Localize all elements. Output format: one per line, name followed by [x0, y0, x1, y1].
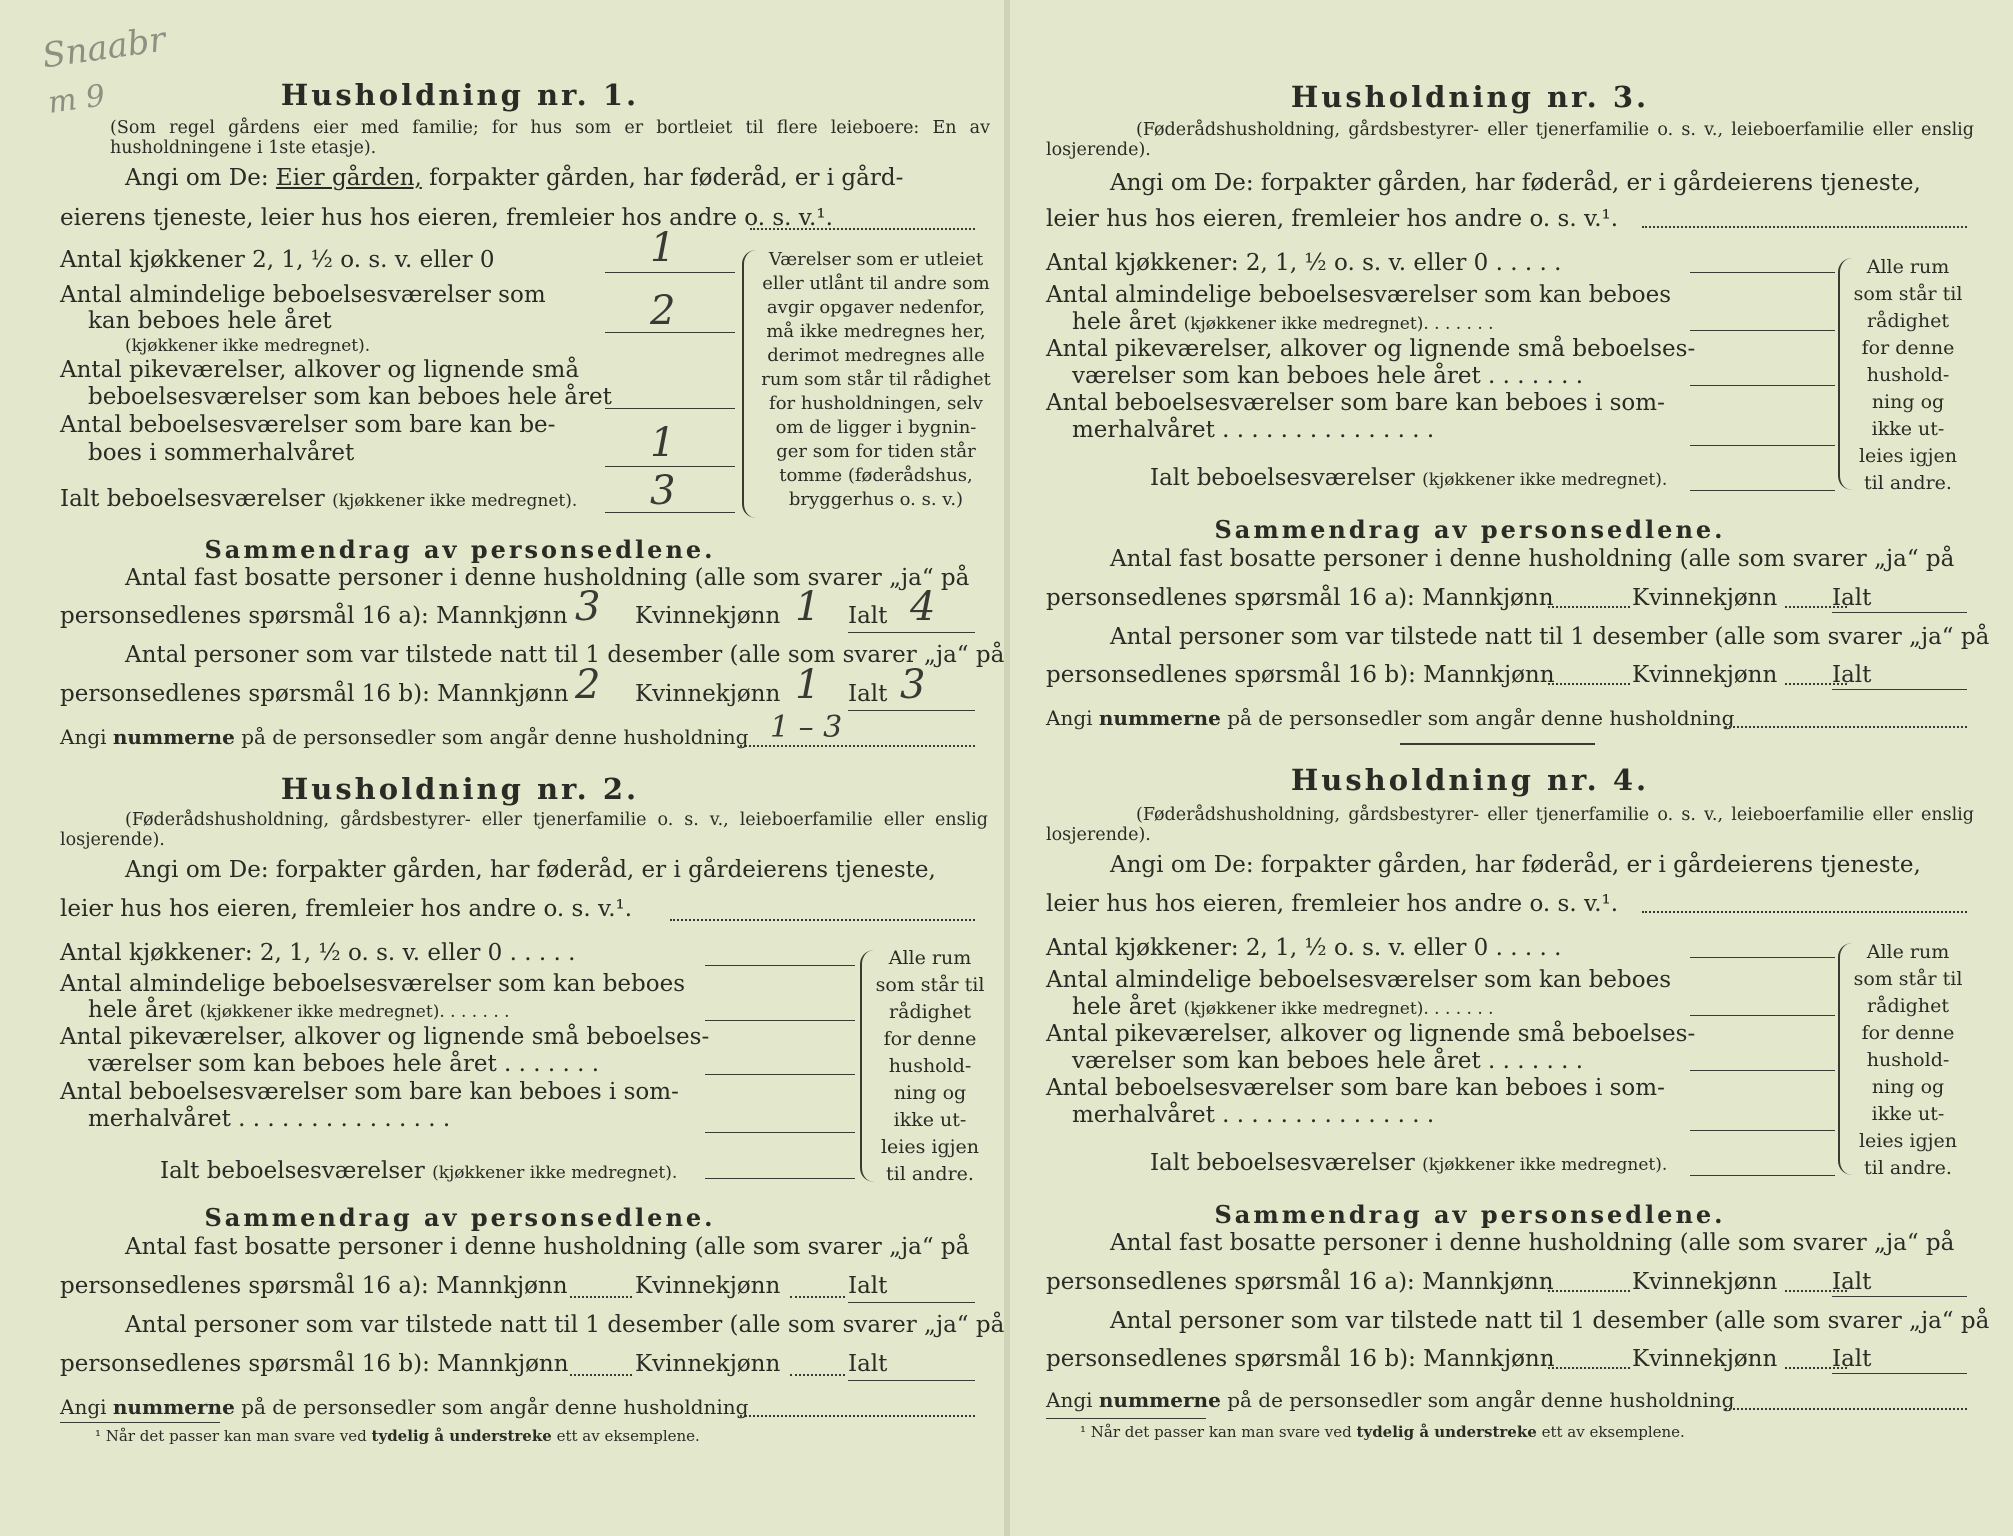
- h2-alm-label-2: [88, 997, 510, 1023]
- household-1-angi-line1: [125, 165, 903, 191]
- h4-angi-line: [1642, 911, 1967, 913]
- aside-line: hushold-: [1866, 1049, 1950, 1071]
- alm-2n: (kjøkkener ikke medregnet). . . . . . .: [1183, 314, 1494, 334]
- section-separator: [1400, 743, 1595, 745]
- h3-fast-line2: personsedlenes spørsmål 16 a): Mannkjønn: [1046, 585, 1554, 611]
- fast-label: personsedlenes spørsmål 16 a): Mannkjønn: [60, 603, 568, 629]
- angi-rest: forpakter gården, har føderåd, er i gård-: [429, 165, 904, 191]
- h1-nummerne-value: 1 – 3: [770, 710, 843, 745]
- h1-pike-label-1: Antal pikeværelser, alkover og lignende små: [60, 357, 580, 383]
- h4-pike-label-2: værelser som kan beboes hele året . . . . . . .: [1072, 1048, 1584, 1074]
- aside-line: for husholdningen, selv: [769, 393, 983, 414]
- h1-tilst-ialt-label: Ialt: [848, 681, 888, 707]
- h3-summary-title: Sammendrag av personsedlene.: [1214, 515, 1726, 544]
- h4-nummerne-row: [1046, 1388, 1734, 1412]
- pencil-note-2: m 9: [45, 78, 108, 121]
- h1-num-line: [740, 745, 975, 747]
- ialt-note: (kjøkkener ikke medregnet).: [1422, 1155, 1668, 1175]
- h3-tilst-line1: Antal personer som var tilstede natt til 1 desember (alle som svarer „ja“ på: [1110, 624, 1990, 650]
- h1-fast-ialt-value: 4: [910, 584, 936, 630]
- h3-kjokkener-label: Antal kjøkkener: 2, 1, ½ o. s. v. eller 0 . . . . .: [1046, 250, 1562, 276]
- h4-fast-line1: Antal fast bosatte personer i denne husholdning (alle som svarer „ja“ på: [1110, 1230, 1955, 1256]
- num-c: på de personsedler som angår denne husholdning: [1227, 1388, 1735, 1412]
- ialt: Ialt beboelsesværelser: [1150, 465, 1415, 491]
- h4-kjokkener-label: Antal kjøkkener: 2, 1, ½ o. s. v. eller 0 . . . . .: [1046, 935, 1562, 961]
- num-a: Angi: [60, 1395, 107, 1419]
- h2-sommer-label-1: Antal beboelsesværelser som bare kan beboes i som-: [60, 1079, 679, 1105]
- h4-line: [1832, 1296, 1967, 1297]
- household-3-title: Husholdning nr. 3.: [1290, 80, 1650, 114]
- num-b: nummerne: [1098, 706, 1221, 730]
- aside-line: ikke ut-: [1871, 1103, 1945, 1125]
- h1-kjokkener-line: [605, 272, 735, 273]
- h2-line: [790, 1296, 845, 1298]
- h1-nummerne-row: [60, 725, 748, 749]
- h3-ialt-line: [1690, 490, 1835, 491]
- h2-sommer-label-2: merhalvåret . . . . . . . . . . . . . . .: [88, 1106, 451, 1132]
- h1-tilst-mann-value: 2: [575, 662, 601, 708]
- h2-alm-label-1: Antal almindelige beboelsesværelser som kan beboes: [60, 971, 686, 997]
- footnote-rule: [60, 1422, 220, 1423]
- h1-ialt-row: [60, 486, 577, 512]
- h1-kjokkener-value: 1: [650, 225, 676, 271]
- num-b: nummerne: [1098, 1388, 1221, 1412]
- h1-pike-line: [605, 408, 735, 409]
- aside-line: avgir opgaver nedenfor,: [766, 297, 986, 318]
- left-page: [30, 0, 1005, 1536]
- h2-tilst-kvinne-label: Kvinnekjønn: [635, 1351, 781, 1377]
- h4-fast-kvinne-label: Kvinnekjønn: [1632, 1269, 1778, 1295]
- aside-line: Værelser som er utleiet: [768, 249, 984, 270]
- household-2-note: (Føderådshusholdning, gårdsbestyrer- eller tjenerfamilie o. s. v., leieboerfamilie eller enslig losjerende).: [60, 810, 988, 850]
- angi-selected-option: Eier gården,: [275, 165, 422, 191]
- aside-line: rum som står til rådighet: [761, 369, 991, 390]
- h4-value-line: [1690, 1130, 1835, 1131]
- aside-line: for denne: [1861, 337, 1955, 359]
- h1-tilst-ialt-line: [848, 710, 975, 711]
- h3-num-line: [1725, 726, 1967, 728]
- h3-ialt-row: [1150, 465, 1667, 491]
- h1-tilst-kvinne-value: 1: [795, 662, 821, 708]
- h3-value-line: [1690, 385, 1835, 386]
- h2-summary-title: Sammendrag av personsedlene.: [204, 1203, 716, 1232]
- h3-alm-label-1: Antal almindelige beboelsesværelser som kan beboes: [1046, 282, 1672, 308]
- h3-fast-line1: Antal fast bosatte personer i denne husholdning (alle som svarer „ja“ på: [1110, 546, 1955, 572]
- h4-alm-label-1: Antal almindelige beboelsesværelser som kan beboes: [1046, 967, 1672, 993]
- angi-fill-line: [750, 228, 975, 230]
- h1-alm-note: (kjøkkener ikke medregnet).: [125, 336, 371, 356]
- h4-value-line: [1690, 1015, 1835, 1016]
- h1-sommer-label-2: boes i sommerhalvåret: [88, 440, 355, 466]
- h1-tilst-line2: personsedlenes spørsmål 16 b): Mannkjønn: [60, 681, 569, 707]
- h1-ialt-value: 3: [650, 468, 676, 514]
- h4-aside-note: [1848, 939, 1968, 1182]
- num-c: på de personsedler som angår denne husholdning: [241, 1395, 749, 1419]
- h4-tilst-ialt-label: Ialt: [1832, 1346, 1872, 1372]
- h3-value-line: [1690, 445, 1835, 446]
- aside-line: til andre.: [1864, 1157, 1952, 1179]
- h3-value-line: [1690, 330, 1835, 331]
- h3-fast-kvinne-label: Kvinnekjønn: [1632, 585, 1778, 611]
- household-1-title: Husholdning nr. 1.: [280, 78, 640, 112]
- ialt-note: (kjøkkener ikke medregnet).: [432, 1163, 678, 1183]
- h4-line: [1548, 1290, 1630, 1292]
- h2-kjokkener-label: Antal kjøkkener: 2, 1, ½ o. s. v. eller 0 . . . . .: [60, 940, 576, 966]
- aside-line: for denne: [883, 1028, 977, 1050]
- h1-fast-ialt-label: Ialt: [848, 603, 888, 629]
- right-page: [1020, 0, 1990, 1536]
- h1-sommer-value: 1: [650, 420, 676, 466]
- h3-angi-line1: Angi om De: forpakter gården, har føderåd, er i gårdeierens tjeneste,: [1110, 170, 1921, 196]
- aside-line: for denne: [1861, 1022, 1955, 1044]
- h2-value-line: [705, 1132, 855, 1133]
- num-a: Angi: [1046, 1388, 1093, 1412]
- foot-b: tydelig å understreke: [371, 1427, 552, 1445]
- h1-alm-label-2: kan beboes hele året: [88, 308, 332, 334]
- h4-sommer-label-2: merhalvåret . . . . . . . . . . . . . . .: [1072, 1102, 1435, 1128]
- aside-line: tomme (føderådshus,: [779, 465, 973, 486]
- footnote-right: [1080, 1423, 1685, 1441]
- household-4-note: (Føderådshusholdning, gårdsbestyrer- eller tjenerfamilie o. s. v., leieboerfamilie eller enslig losjerende).: [1046, 805, 1974, 845]
- h2-tilst-line2: personsedlenes spørsmål 16 b): Mannkjønn: [60, 1351, 569, 1377]
- h4-value-line: [1690, 957, 1835, 958]
- h3-line: [1548, 683, 1630, 685]
- ialt: Ialt beboelsesværelser: [1150, 1150, 1415, 1176]
- num-c: på de personsedler som angår denne husholdning: [241, 725, 749, 749]
- h4-line: [1832, 1373, 1967, 1374]
- h1-fast-line2: [60, 603, 568, 629]
- aside-line: som står til: [1853, 283, 1963, 305]
- aside-line: eller utlånt til andre som: [762, 273, 990, 294]
- h2-ialt-line: [705, 1178, 855, 1179]
- h2-line: [790, 1374, 845, 1376]
- h4-fast-line2: personsedlenes spørsmål 16 a): Mannkjønn: [1046, 1269, 1554, 1295]
- household-3-note: (Føderådshusholdning, gårdsbestyrer- eller tjenerfamilie o. s. v., leieboerfamilie eller enslig losjerende).: [1046, 120, 1974, 160]
- h3-tilst-line2: personsedlenes spørsmål 16 b): Mannkjønn: [1046, 662, 1555, 688]
- h3-sommer-label-2: merhalvåret . . . . . . . . . . . . . . .: [1072, 417, 1435, 443]
- h2-pike-label-2: værelser som kan beboes hele året . . . . . . .: [88, 1051, 600, 1077]
- h2-angi-line: [670, 919, 975, 921]
- aside-line: derimot medregnes alle: [767, 345, 985, 366]
- angi-prefix: Angi om De:: [125, 165, 269, 191]
- h1-summary-title: Sammendrag av personsedlene.: [204, 535, 716, 564]
- aside-line: til andre.: [1864, 472, 1952, 494]
- h2-line: [570, 1296, 632, 1298]
- aside-line: rådighet: [889, 1001, 971, 1023]
- aside-line: som står til: [1853, 968, 1963, 990]
- h3-angi-line: [1642, 226, 1967, 228]
- h2-fast-kvinne-label: Kvinnekjønn: [635, 1273, 781, 1299]
- h3-pike-label-1: Antal pikeværelser, alkover og lignende små beboelses-: [1046, 336, 1696, 362]
- h4-summary-title: Sammendrag av personsedlene.: [1214, 1200, 1726, 1229]
- household-1-angi-line2: eierens tjeneste, leier hus hos eieren, fremleier hos andre o. s. v.¹.: [60, 205, 833, 231]
- aside-line: Alle rum: [1866, 256, 1950, 278]
- h4-line: [1548, 1367, 1630, 1369]
- h1-kjokkener-label: Antal kjøkkener 2, 1, ½ o. s. v. eller 0: [60, 247, 495, 273]
- h3-value-line: [1690, 272, 1835, 273]
- h1-ialt-note: (kjøkkener ikke medregnet).: [332, 491, 578, 511]
- aside-line: Alle rum: [1866, 941, 1950, 963]
- h2-ialt-row: [160, 1158, 677, 1184]
- alm-2: hele året: [1072, 309, 1177, 335]
- alm-2n: (kjøkkener ikke medregnet). . . . . . .: [199, 1002, 510, 1022]
- aside-line: som står til: [875, 974, 985, 996]
- aside-line: bryggerhus o. s. v.): [788, 489, 964, 510]
- h2-fast-line1: Antal fast bosatte personer i denne husholdning (alle som svarer „ja“ på: [125, 1234, 970, 1260]
- h4-ialt-line: [1690, 1175, 1835, 1176]
- pencil-note: Snaabr: [39, 19, 168, 77]
- household-2-title: Husholdning nr. 2.: [280, 772, 640, 806]
- alm-2n: (kjøkkener ikke medregnet). . . . . . .: [1183, 999, 1494, 1019]
- h3-line: [1832, 689, 1967, 690]
- h3-pike-label-2: værelser som kan beboes hele året . . . . . . .: [1072, 363, 1584, 389]
- aside-line: må ikke medregnes her,: [766, 321, 986, 342]
- h4-angi-line1: Angi om De: forpakter gården, har føderåd, er i gårdeierens tjeneste,: [1110, 852, 1921, 878]
- aside-line: ning og: [1871, 391, 1945, 413]
- h1-ialt-label: Ialt beboelsesværelser: [60, 486, 325, 512]
- aside-line: rådighet: [1867, 995, 1949, 1017]
- h1-fast-kvinne-value: 1: [795, 584, 821, 630]
- aside-line: rådighet: [1867, 310, 1949, 332]
- aside-line: om de ligger i bygnin-: [775, 417, 977, 438]
- h1-pike-label-2: beboelsesværelser som kan beboes hele året: [88, 384, 612, 410]
- h1-tilst-kvinne-label: Kvinnekjønn: [635, 681, 781, 707]
- foot-c: ett av eksemplene.: [1541, 1423, 1685, 1441]
- h2-line: [570, 1374, 632, 1376]
- aside-line: leies igjen: [1858, 445, 1958, 467]
- aside-line: leies igjen: [880, 1136, 980, 1158]
- h4-sommer-label-1: Antal beboelsesværelser som bare kan beboes i som-: [1046, 1075, 1665, 1101]
- h3-tilst-kvinne-label: Kvinnekjønn: [1632, 662, 1778, 688]
- aside-line: ikke ut-: [893, 1109, 967, 1131]
- h4-tilst-line2: personsedlenes spørsmål 16 b): Mannkjønn: [1046, 1346, 1555, 1372]
- h1-aside-note: [752, 248, 1000, 512]
- aside-line: ning og: [893, 1082, 967, 1104]
- h1-alm-value: 2: [650, 288, 676, 334]
- h4-tilst-line1: Antal personer som var tilstede natt til 1 desember (alle som svarer „ja“ på: [1110, 1308, 1990, 1334]
- h1-fast-line1: Antal fast bosatte personer i denne husholdning (alle som svarer „ja“ på: [125, 565, 970, 591]
- aside-line: hushold-: [888, 1055, 972, 1077]
- h2-tilst-ialt-label: Ialt: [848, 1351, 888, 1377]
- alm-2: hele året: [88, 997, 193, 1023]
- h1-fast-kvinne-label: Kvinnekjønn: [635, 603, 781, 629]
- num-a: Angi: [60, 725, 107, 749]
- foot-b: tydelig å understreke: [1356, 1423, 1537, 1441]
- foot-a: ¹ Når det passer kan man svare ved: [95, 1427, 367, 1445]
- h1-fast-mann-value: 3: [575, 584, 601, 630]
- h1-tilst-line1: Antal personer som var tilstede natt til 1 desember (alle som svarer „ja“ på: [125, 642, 1005, 668]
- h2-angi-line1: Angi om De: forpakter gården, har føderåd, er i gårdeierens tjeneste,: [125, 857, 936, 883]
- foot-c: ett av eksemplene.: [556, 1427, 700, 1445]
- h3-line: [1548, 606, 1630, 608]
- footnote-left: [95, 1427, 700, 1445]
- ialt: Ialt beboelsesværelser: [160, 1158, 425, 1184]
- h2-line: [848, 1302, 975, 1303]
- ialt-note: (kjøkkener ikke medregnet).: [1422, 470, 1668, 490]
- h1-sommer-line: [605, 466, 735, 467]
- h2-angi-line2: leier hus hos eieren, fremleier hos andre o. s. v.¹.: [60, 896, 633, 922]
- h4-num-line: [1725, 1408, 1967, 1410]
- h3-sommer-label-1: Antal beboelsesværelser som bare kan beboes i som-: [1046, 390, 1665, 416]
- h3-line: [1832, 612, 1967, 613]
- aside-line: ikke ut-: [1871, 418, 1945, 440]
- h2-num-line: [740, 1415, 975, 1417]
- h4-fast-ialt-label: Ialt: [1832, 1269, 1872, 1295]
- h2-value-line: [705, 1074, 855, 1075]
- aside-line: hushold-: [1866, 364, 1950, 386]
- h2-aside-note: [870, 945, 990, 1188]
- h1-sommer-label-1: Antal beboelsesværelser som bare kan be-: [60, 412, 556, 438]
- num-b: nummerne: [112, 1395, 235, 1419]
- household-4-title: Husholdning nr. 4.: [1290, 763, 1650, 797]
- aside-line: ning og: [1871, 1076, 1945, 1098]
- h4-pike-label-1: Antal pikeværelser, alkover og lignende små beboelses-: [1046, 1021, 1696, 1047]
- h4-value-line: [1690, 1070, 1835, 1071]
- num-a: Angi: [1046, 706, 1093, 730]
- h3-angi-line2: leier hus hos eieren, fremleier hos andre o. s. v.¹.: [1046, 206, 1619, 232]
- h2-value-line: [705, 965, 855, 966]
- aside-line: ger som for tiden står: [776, 441, 976, 462]
- h2-fast-ialt-label: Ialt: [848, 1273, 888, 1299]
- h4-tilst-kvinne-label: Kvinnekjønn: [1632, 1346, 1778, 1372]
- num-b: nummerne: [112, 725, 235, 749]
- h1-fast-ialt-line: [848, 632, 975, 633]
- h4-angi-line2: leier hus hos eieren, fremleier hos andre o. s. v.¹.: [1046, 891, 1619, 917]
- h3-fast-ialt-label: Ialt: [1832, 585, 1872, 611]
- h2-line: [848, 1380, 975, 1381]
- h1-alm-label-1: Antal almindelige beboelsesværelser som: [60, 282, 546, 308]
- h3-tilst-ialt-label: Ialt: [1832, 662, 1872, 688]
- h2-pike-label-1: Antal pikeværelser, alkover og lignende små beboelses-: [60, 1024, 710, 1050]
- h2-value-line: [705, 1020, 855, 1021]
- alm-2: hele året: [1072, 994, 1177, 1020]
- aside-line: Alle rum: [888, 947, 972, 969]
- page-fold: [1004, 0, 1010, 1536]
- footnote-rule: [1046, 1418, 1206, 1419]
- h1-tilst-ialt-value: 3: [900, 662, 926, 708]
- num-c: på de personsedler som angår denne husholdning: [1227, 706, 1735, 730]
- h2-nummerne-row: [60, 1395, 748, 1419]
- h3-nummerne-row: [1046, 706, 1734, 730]
- h2-fast-line2: personsedlenes spørsmål 16 a): Mannkjønn: [60, 1273, 568, 1299]
- foot-a: ¹ Når det passer kan man svare ved: [1080, 1423, 1352, 1441]
- h2-tilst-line1: Antal personer som var tilstede natt til 1 desember (alle som svarer „ja“ på: [125, 1312, 1005, 1338]
- h3-alm-label-2: [1072, 309, 1494, 335]
- h3-aside-note: [1848, 254, 1968, 497]
- aside-line: leies igjen: [1858, 1130, 1958, 1152]
- household-1-note: (Som regel gårdens eier med familie; for hus som er bortleiet til flere leieboere: En av husholdningene i 1ste etasje).: [110, 118, 990, 158]
- h4-alm-label-2: [1072, 994, 1494, 1020]
- aside-line: til andre.: [886, 1163, 974, 1185]
- h4-ialt-row: [1150, 1150, 1667, 1176]
